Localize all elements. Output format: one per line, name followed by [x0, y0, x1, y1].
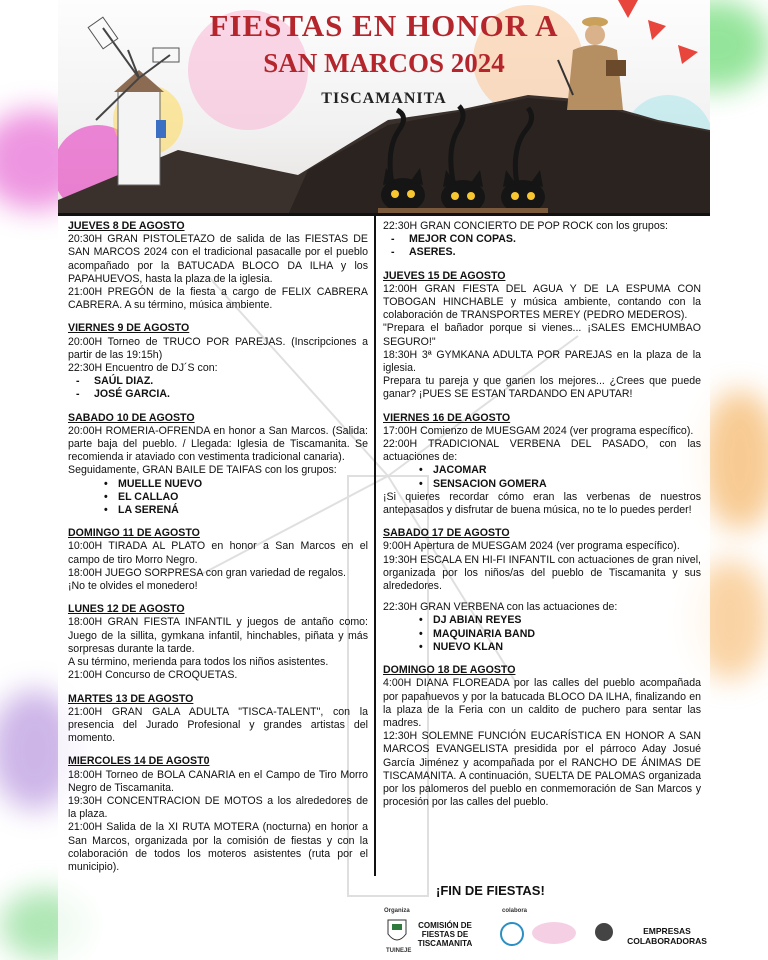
- performer-item: - MEJOR CON COPAS.: [383, 233, 701, 246]
- event-line: 22:30H GRAN CONCIERTO DE POP ROCK con los grupos:: [383, 220, 668, 232]
- title-line-1: FIESTAS EN HONOR A: [209, 8, 559, 43]
- day-heading: VIERNES 9 DE AGOSTO: [68, 322, 190, 335]
- tuineje-label: TUINEJE: [386, 948, 412, 954]
- event-line: 18:00H Torneo de BOLA CANARIA en el Campo de Tiro Morro Negro de Tiscamanita.: [68, 768, 368, 794]
- event-line: 22:30H GRAN VERBENA con las actuaciones de:: [383, 601, 618, 614]
- event-line: 20:00H Torneo de TRUCO POR PAREJAS. (Inscripciones a partir de las 19:15h): [68, 335, 368, 361]
- event-line: 17:00H Comienzo de MUESGAM 2024 (ver programa específico).: [383, 424, 694, 437]
- performer-item: - JOSÉ GARCIA.: [68, 388, 368, 401]
- event-line: ¡No te olvides el monedero!: [68, 580, 198, 593]
- event-line: 22:30H Encuentro de DJ´S con:: [68, 362, 218, 375]
- day-heading: DOMINGO 18 DE AGOSTO: [383, 664, 516, 677]
- performer-item: - SAÚL DIAZ.: [68, 375, 368, 388]
- day-heading: SABADO 10 DE AGOSTO: [68, 411, 195, 424]
- event-line: 9:00H Apertura de MUESGAM 2024 (ver programa específico).: [383, 540, 680, 553]
- performer-item: • DJ ABIAN REYES: [383, 614, 701, 627]
- day-heading: MIERCOLES 14 DE AGOST0: [68, 755, 210, 768]
- colabora-label: colabora: [502, 908, 528, 914]
- event-line: 20:30H GRAN PISTOLETAZO de salida de las FIESTAS DE SAN MARCOS 2024 con el tradicional pasacalle por el pueblo acompañado por la BATUCADA BLOCO DA ILHA y los PAPAHUEVOS, hasta la plaza de la iglesia.: [68, 233, 368, 285]
- spacer: [383, 593, 701, 601]
- event-line: 12:00H GRAN FIESTA DEL AGUA Y DE LA ESPUMA CON TOBOGAN HINCHABLE y música ambiente, contando con la colaboración de TRANSPORTES MEREY (PEDRO MEDEROS).: [383, 282, 701, 322]
- event-line: 21:00H Concurso de CROQUETAS.: [68, 669, 238, 682]
- organiza-label: Organiza: [384, 908, 410, 914]
- day-heading: JUEVES 8 DE AGOSTO: [68, 220, 185, 232]
- program-column-left: [68, 220, 368, 874]
- program-content: [58, 213, 710, 960]
- performer-item: - ASERES.: [383, 246, 701, 259]
- sponsor-logo-1-icon: [500, 920, 524, 948]
- event-line: A su término, merienda para todos los niños asistentes.: [68, 656, 329, 669]
- column-divider: [374, 216, 376, 876]
- event-line: 21:00H PREGÓN de la fiesta a cargo de FELIX CABRERA CABRERA. A su término, música ambiente.: [68, 286, 368, 312]
- event-line: 4:00H DIANA FLOREADA por las calles del pueblo acompañada por papahuevos y por la batucada BLOCO DA ILHA, finalizando en la plaza de la Feria con un caldito de puchero para sentar las madres.: [383, 677, 701, 729]
- performer-item: • MAQUINARIA BAND: [383, 628, 701, 641]
- event-line: 19:30H CONCENTRACION DE MOTOS a los alrededores de la plaza.: [68, 794, 368, 821]
- tuineje-fiestas-logo-icon: [530, 920, 578, 946]
- event-line: 18:00H GRAN FIESTA INFANTIL y juegos de antaño como: Juego de la sillita, gymkana infantil, hinchables, piñata y más sorpresas durante la tarde.: [68, 616, 368, 655]
- day-heading: LUNES 12 DE AGOSTO: [68, 603, 185, 616]
- sponsor-logo-3-icon: [590, 920, 618, 946]
- performer-item: • LA SERENÁ: [68, 504, 368, 517]
- day-heading: VIERNES 16 DE AGOSTO: [383, 411, 511, 424]
- event-line: ¡Si quieres recordar cómo eran las verbenas de nuestros antepasados y disfrutar de buena música, no te lo puedes perder!: [383, 490, 701, 517]
- performer-item: • MUELLE NUEVO: [68, 478, 368, 491]
- event-line: Seguidamente, GRAN BAILE DE TAIFAS con los grupos:: [68, 464, 337, 477]
- event-line: 19:30H ESCALA EN HI-FI INFANTIL con actuaciones de gran nivel, organizada por los niños/as del pueblo de Tiscamanita y sus alrededores.: [383, 553, 701, 593]
- event-line: 21:00H GRAN GALA ADULTA "TISCA-TALENT", con la presencia del Jurado Profesional y grandes artistas del momento.: [68, 705, 368, 745]
- event-line: 18:00H JUEGO SORPRESA con gran variedad de regalos.: [68, 566, 346, 579]
- day-heading: MARTES 13 DE AGOSTO: [68, 692, 194, 705]
- day-heading: DOMINGO 11 DE AGOSTO: [68, 527, 200, 540]
- performer-item: • NUEVO KLAN: [383, 641, 701, 654]
- tuineje-shield-icon: [386, 918, 408, 946]
- paint-splash-orange: [700, 390, 768, 530]
- title-line-2: SAN MARCOS 2024: [263, 48, 505, 78]
- comision-fiestas-logo: COMISIÓN DE FIESTAS DE TISCAMANITA: [417, 921, 473, 948]
- event-line: 10:00H TIRADA AL PLATO en honor a San Marcos en el campo de tiro Morro Negro.: [68, 540, 368, 566]
- header-banner: [58, 0, 710, 215]
- day-heading: JUEVES 15 DE AGOSTO: [383, 269, 506, 282]
- closing-text: ¡FIN DE FIESTAS!: [436, 883, 545, 898]
- event-line: Prepara tu pareja y que ganen los mejores... ¿Crees que puede ganar? ¡PUES SE ESTAN TARDANDO EN APUTAR!: [383, 375, 701, 401]
- event-line: "Prepara el bañador porque si vienes... ¡SALES EMCHUMBAO SEGURO!": [383, 322, 701, 348]
- location-title: TISCAMANITA: [321, 90, 447, 107]
- performer-item: • SENSACION GOMERA: [383, 478, 701, 491]
- event-line: 21:00H Salida de la XI RUTA MOTERA (nocturna) en honor a San Marcos, organizada por la comisión de fiestas y con la colaboración de todos los moteros asistentes (ruta por el municipio).: [68, 821, 368, 873]
- program-column-right: [383, 220, 701, 809]
- event-line: 20:00H ROMERIA-OFRENDA en honor a San Marcos. (Salida: parte baja del pueblo. / Llegada: Iglesia de Tiscamanita. Se recomienda ir ataviado con vestimenta tradicional canaria).: [68, 424, 368, 464]
- day-heading: SABADO 17 DE AGOSTO: [383, 527, 510, 540]
- empresas-colaboradoras: EMPRESAS COLABORADORAS: [627, 926, 707, 946]
- performer-item: • EL CALLAO: [68, 491, 368, 504]
- event-line: 18:30H 3ª GYMKANA ADULTA POR PAREJAS en la plaza de la iglesia.: [383, 348, 701, 375]
- event-line: 22:00H TRADICIONAL VERBENA DEL PASADO, con las actuaciones de:: [383, 438, 701, 464]
- event-line: 12:30H SOLEMNE FUNCIÓN EUCARÍSTICA EN HONOR A SAN MARCOS EVANGELISTA presidida por el párroco Aday Josué García Jiménez y acompañada por el RANCHO DE ÁNIMAS DE TISCAMANITA. A continuación, SUELTA DE PALOMAS organizada por los palomeros del pueblo en conmemoración de San Marcos y procesión por las calles del pueblo.: [383, 730, 701, 809]
- performer-item: • JACOMAR: [383, 464, 701, 477]
